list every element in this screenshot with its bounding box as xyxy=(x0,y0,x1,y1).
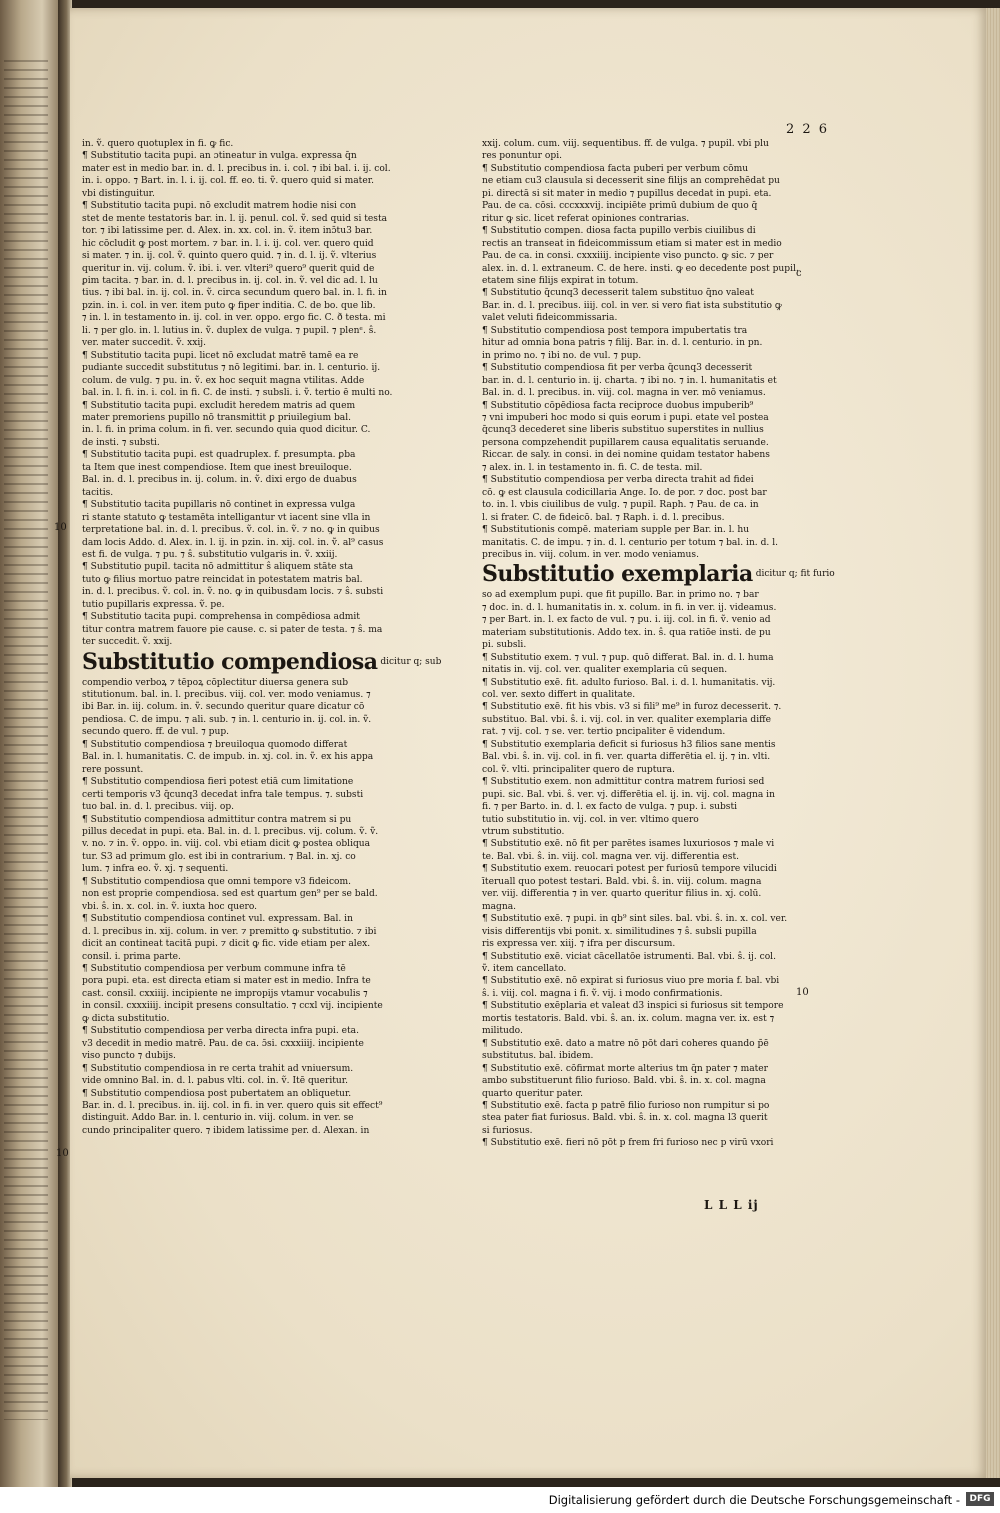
text-line: to. in. l. vbis ciuilibus de vulg. ⁊ pupil. Raph. ⁊ Pau. de ca. in xyxy=(482,500,759,511)
text-line: in. i. oppo. ⁊ Bart. in. l. i. ij. col. ff. eo. ti. ṽ. quero quid si mater. xyxy=(82,176,374,187)
section-heading-row xyxy=(82,648,442,677)
text-line: precibus in. viij. colum. in ver. modo veniamus. xyxy=(482,549,699,560)
text-line: ⁊ alex. in. l. in testamento in. fi. C. de testa. mil. xyxy=(482,462,703,473)
text-line: rat. ⁊ vij. col. ⁊ se. ver. tertio pncipaliter ē videndum. xyxy=(482,727,726,738)
text-line: colum. de vulg. ⁊ pu. in. ṽ. ex hoc sequit magna vtilitas. Adde xyxy=(82,375,365,386)
text-line: nitatis in. vij. col. ver. qualiter exemplaria cū sequen. xyxy=(482,665,728,676)
text-line: ¶ Substitutio exē. ⁊ pupi. in qb⁹ sint siles. bal. vbi. ŝ. in. x. col. ver. xyxy=(482,914,788,925)
text-line: ṽ. item cancellato. xyxy=(482,964,567,974)
text-line: certi temporis v3 q̄cunq3 decedat infra tale tempus. ⁊. substi xyxy=(82,789,364,800)
text-line: ¶ Substitutio exem. non admittitur contra matrem furiosi sed xyxy=(482,777,765,788)
text-line: ¶ Substitutio compendiosa post tempora impubertatis tra xyxy=(482,325,748,336)
text-line: ¶ Substitutio tacita pupi. excludit heredem matris ad quem xyxy=(82,400,356,411)
text-line: tacitis. xyxy=(82,487,114,498)
text-line: secundo quero. ff. de vul. ⁊ pup. xyxy=(82,727,230,738)
text-line: militudo. xyxy=(482,1026,523,1037)
text-line: ¶ Substitutio compendiosa per verba directa trahit ad fidei xyxy=(482,475,754,486)
text-line: de insti. ⁊ substi. xyxy=(82,437,160,448)
text-line: ¶ Substitutio exē. cōfirmat morte alterius tm q̄n pater ⁊ mater xyxy=(482,1063,768,1074)
text-line: non est proprie compendiosa. sed est quartum gen⁹ per se bald. xyxy=(82,889,378,900)
section-heading-row xyxy=(482,561,835,589)
text-line: cast. consil. cxxiiij. incipiente ne impropijs vtamur vocabulis ⁊ xyxy=(82,988,368,999)
text-line: pi. subsli. xyxy=(482,640,527,651)
dfg-logo-icon: DFG xyxy=(966,1492,994,1506)
text-line: stea pater fiat furiosus. Bald. vbi. ŝ. in. x. col. magna l3 querit xyxy=(482,1113,768,1124)
text-line: ¶ Substitutio exē. fieri nō pōt p frem fri furioso nec p virū vxori xyxy=(482,1138,774,1149)
left-page-edge xyxy=(0,0,60,1487)
text-line: distinguit. Addo Bar. in. l. centurio in. viij. colum. in ver. se xyxy=(82,1113,354,1124)
text-line: ¶ Substitutio exēplaria et valeat d3 inspici si furiosus sit tempore xyxy=(482,1001,784,1012)
text-line: queritur in. vij. colum. ṽ. ibi. i. ver. vlteri⁹ quero⁹ querit quid de xyxy=(82,263,375,274)
text-line: vtrum substitutio. xyxy=(482,827,565,838)
heading-note: dicitur q; sub xyxy=(380,656,442,667)
text-line: res ponuntur opi. xyxy=(482,151,562,162)
text-line: ¶ Substitutio compendiosa ⁊ breuiloqua quomodo differat xyxy=(82,739,348,750)
text-line: Bar. in. d. l. precibus. iiij. col. in ver. si vero fiat ista substitutio ꝙ xyxy=(482,300,782,311)
text-line: pendiosa. C. de impu. ⁊ ali. sub. ⁊ in. l. centurio in. ij. col. in. ṽ. xyxy=(82,714,372,725)
left-text-column xyxy=(82,138,442,1206)
text-line: Bar. in. d. l. precibus. in. iij. col. in fi. in ver. quero quis sit effect⁹ xyxy=(82,1100,383,1111)
margin-mark-c: c xyxy=(796,268,802,279)
text-line: persona compzehendit pupillarem causa equalitatis seruande. xyxy=(482,437,769,448)
text-line: q̄cunq3 decederet sine liberis substituo superstites in nullius xyxy=(482,425,764,436)
text-line: etatem sine filijs expirat in totum. xyxy=(482,275,639,286)
text-line: in consil. cxxxiiij. incipit presens consultatio. ⁊ ccxl vij. incipiente xyxy=(82,1001,383,1012)
text-line: compendio verboꝝ ⁊ tēpoꝝ cōplectitur diuersa genera sub xyxy=(82,677,349,688)
text-line: in. ṽ. quero quotuplex in fi. ꝙ fic. xyxy=(82,139,234,149)
text-line: in. l. fi. in prima colum. in fi. ver. secundo quia quod dicitur. C. xyxy=(82,425,371,436)
text-line: v. no. ⁊ in. ṽ. oppo. in. viij. col. vbi etiam dicit ꝙ postea obliqua xyxy=(82,839,371,850)
left-page-text-strip xyxy=(4,60,48,1420)
text-line: pi. directā si sit mater in medio ⁊ pupillus decedat in pupi. eta. xyxy=(482,188,772,199)
text-line: quarto queritur pater. xyxy=(482,1088,584,1099)
text-line: substituo. Bal. vbi. ŝ. i. vij. col. in ver. qualiter exemplaria diffe xyxy=(482,714,771,725)
text-line: Bal. vbi. ŝ. in. vij. col. in fi. ver. quarta differētia el. ij. ⁊ in. vlti. xyxy=(482,752,771,763)
text-line: cō. ꝙ est clausula codicillaria Ange. Io. de por. ⁊ doc. post bar xyxy=(482,487,767,498)
section-heading: Substitutio compendiosa xyxy=(82,648,378,675)
text-line: ¶ Substitutio exē. fit his vbis. v3 si fili⁹ me⁹ in furoz decesserit. ⁊. xyxy=(482,702,782,713)
text-line: ⁊ vni impuberi hoc modo si quis eorum i pupi. etate vel postea xyxy=(482,412,769,423)
text-line: ¶ Substitutio q̄cunq3 decesserit talem substituo q̄no valeat xyxy=(482,288,754,299)
text-line: ¶ Substitutio compendiosa facta puberi per verbum cōmu xyxy=(482,163,749,174)
text-line: ¶ Substitutio compendiosa per verba directa infra pupi. eta. xyxy=(82,1026,359,1037)
text-line: tutio substitutio in. vij. col. in ver. vltimo quero xyxy=(482,814,699,825)
text-line: materiam substitutionis. Addo tex. in. ŝ. qua ratiōe insti. de pu xyxy=(482,627,771,638)
text-line: ¶ Substitutio exemplaria deficit si furiosus h3 filios sane mentis xyxy=(482,739,776,750)
text-line: bar. in. d. l. centurio in. ij. charta. ⁊ ibi no. ⁊ in. l. humanitatis et xyxy=(482,375,777,386)
text-line: l. si frater. C. de fideicō. bal. ⁊ Raph. i. d. l. precibus. xyxy=(482,512,725,523)
text-line: pora pupi. eta. est directa etiam si mater est in medio. Infra te xyxy=(82,976,371,987)
text-line: pudiante succedit substitutus ⁊ nō legitimi. bar. in. l. centurio. ij. xyxy=(82,363,381,374)
text-line: ꝑim tacita. ⁊ bar. in. d. l. precibus in. ij. col. in. ṽ. vel dic ad. l. lu xyxy=(82,275,378,286)
text-line: stet de mente testatoris bar. in. l. ij. penul. col. ṽ. sed quid si testa xyxy=(82,213,388,224)
text-line: ¶ Substitutio tacita pupi. est quadruplex. f. presumpta. ꝑba xyxy=(82,450,356,461)
text-line: rere possunt. xyxy=(82,764,144,775)
text-line: titur contra matrem fauore pie cause. c. si pater de testa. ⁊ ŝ. ma xyxy=(82,624,383,635)
text-line: ambo substituerunt filio furioso. Bald. vbi. ŝ. in. x. col. magna xyxy=(482,1076,766,1087)
text-line: tius. ⁊ ibi bal. in. ij. col. in. ṽ. circa secundum quero bal. in. l. fi. in xyxy=(82,288,387,299)
text-line: vbi. ŝ. in. x. col. in. ṽ. iuxta hoc quero. xyxy=(82,901,258,912)
text-line: ⁊ per Bart. in. l. ex facto de vul. ⁊ pu. i. iij. col. in fi. ṽ. venio ad xyxy=(482,615,771,626)
text-line: lum. ⁊ infra eo. ṽ. xj. ⁊ sequenti. xyxy=(82,864,229,875)
text-line: Bal. in. d. l. precibus in. ij. colum. in. ṽ. dixi ergo de duabus xyxy=(82,475,357,486)
text-line: v3 decedit in medio matrē. Pau. de ca. ɔ̄si. cxxxiiij. incipiente xyxy=(82,1038,364,1049)
text-line: substitutus. bal. ibidem. xyxy=(482,1051,594,1062)
text-line: est fi. de vulga. ⁊ pu. ⁊ ŝ. substitutio vulgaris in. ṽ. xxiij. xyxy=(82,549,338,560)
text-line: Pau. de ca. cōsi. cccxxxvij. incipiēte primū dubium de quo q̄ xyxy=(482,201,758,212)
text-line: ter succedit. ṽ. xxij. xyxy=(82,637,173,648)
text-line: tor. ⁊ ibi latissime per. d. Alex. in. xx. col. in. ṽ. item inɔ̄tu3 bar. xyxy=(82,226,373,237)
text-line: cundo principaliter quero. ⁊ ibidem latissime per. d. Alexan. in xyxy=(82,1125,370,1136)
text-line: rectis an transeat in fideicommissum etiam si mater est in medio xyxy=(482,238,782,249)
text-line: ¶ Substitutio compendiosa in re certa trahit ad vniuersum. xyxy=(82,1063,354,1074)
text-line: si furiosus. xyxy=(482,1125,533,1136)
text-line: ⁊ in. l. in testamento in. ij. col. in ver. oppo. ergo fic. C. ð testa. mi xyxy=(82,313,386,324)
margin-mark-10: 10 xyxy=(56,1148,69,1159)
text-line: ¶ Substitutio tacita pupillaris nō continet in expressa vulga xyxy=(82,500,356,511)
text-line: ¶ Substitutio tacita pupi. comprehensa in compēdiosa admit xyxy=(82,612,360,623)
text-line: hitur ad omnia bona patris ⁊ filij. Bar. in. d. l. centurio. in pn. xyxy=(482,338,763,349)
text-line: mortis testatoris. Bald. vbi. ŝ. an. ix. colum. magna ver. ix. est ⁊ xyxy=(482,1013,775,1024)
text-line: ¶ Substitutio exem. reuocari potest per furiosū tempore vilucidi xyxy=(482,864,777,875)
text-line: īteruall quo potest testari. Bald. vbi. ŝ. in. viij. colum. magna xyxy=(482,876,762,887)
heading-note: dicitur q; fit furio xyxy=(755,569,835,580)
text-line: d. l. precibus in. xij. colum. in ver. ⁊ premitto ꝙ substitutio. ⁊ ibi xyxy=(82,926,377,937)
text-line: fi. ⁊ per Barto. in. d. l. ex facto de vulga. ⁊ pup. i. substi xyxy=(482,802,738,813)
footer-bar xyxy=(0,1487,1000,1513)
text-line: ¶ Substitutio compen. diosa facta pupillo verbis ciuilibus di xyxy=(482,226,756,237)
folio-number: 2 2 6 xyxy=(786,122,830,137)
text-line: ¶ Substitutio cōpēdiosa facta reciproce duobus impuberib⁹ xyxy=(482,400,754,411)
text-line: ibi Bar. in. iij. colum. in. ṽ. secundo queritur quare dicatur cō xyxy=(82,702,365,713)
text-line: ŝ. i. viij. col. magna i fi. ṽ. vij. i modo confirmationis. xyxy=(482,988,723,999)
text-line: vide omnino Bal. in. d. l. pabus vlti. col. in. ṽ. Itē queritur. xyxy=(82,1076,349,1087)
text-line: pzin. in. i. col. in ver. item puto ꝙ fiper inditia. C. de bo. que lib. xyxy=(82,300,376,311)
margin-mark-10: 10 xyxy=(796,987,809,998)
text-line: ¶ Substitutio exē. viciat cācellatōe istrumenti. Bal. vbi. ŝ. ij. col. xyxy=(482,951,776,962)
text-line: in primo no. ⁊ ibi no. de vul. ⁊ pup. xyxy=(482,350,642,361)
text-line: alex. in. d. l. extraneum. C. de here. insti. ꝙ eo decedente post pupil. xyxy=(482,263,799,274)
text-line: ¶ Substitutio compendiosa admittitur contra matrem si pu xyxy=(82,814,352,825)
text-line: tutio pupillaris expressa. ṽ. pe. xyxy=(82,599,225,610)
text-line: ¶ Substitutio tacita pupi. nō excludit matrem hodie nisi con xyxy=(82,201,357,212)
text-line: consil. i. prima parte. xyxy=(82,951,181,962)
text-line: ¶ Substitutio exē. dato a matre nō pōt dari coheres quando p̄ē xyxy=(482,1038,769,1049)
text-line: in. d. l. precibus. ṽ. col. in. ṽ. no. ꝙ in quibusdam locis. ⁊ ŝ. substi xyxy=(82,587,384,598)
text-line: Pau. de ca. in consi. cxxxiiij. incipiente viso puncto. ꝙ sic. ⁊ per xyxy=(482,251,774,262)
text-line: ris expressa ver. xiij. ⁊ ifra per discursum. xyxy=(482,939,676,950)
text-line: tur. S3 ad primum glo. est ibi in contrarium. ⁊ Bal. in. xj. co xyxy=(82,851,356,862)
text-line: terpretatione bal. in. d. l. precibus. ṽ. col. in. ṽ. ⁊ no. ꝙ in quibus xyxy=(82,525,380,536)
text-line: vbi distinguitur. xyxy=(82,188,155,199)
text-line: ¶ Substitutio compendiosa post pubertatem an obliquetur. xyxy=(82,1088,352,1099)
section-heading: Substitutio exemplaria xyxy=(482,561,753,588)
text-line: col. ṽ. vlti. principaliter quero de ruptura. xyxy=(482,764,675,775)
text-line: Bal. in. l. humanitatis. C. de impub. in. xj. col. in. ṽ. ex his appa xyxy=(82,752,374,763)
text-line: ver. viij. differentia ⁊ in ver. quarto queritur filius in. xj. colū. xyxy=(482,889,762,900)
text-line: mater est in medio bar. in. d. l. precibus in. i. col. ⁊ ibi bal. i. ij. col. xyxy=(82,163,391,174)
text-line: li. ⁊ per glo. in. l. lutius in. ṽ. duplex de vulga. ⁊ pupil. ⁊ plenᵉ. ŝ. xyxy=(82,325,377,336)
text-line: pillus decedat in pupi. eta. Bal. in. d. l. precibus. vij. colum. ṽ. ṽ. xyxy=(82,827,379,838)
text-line: col. ver. sexto differt in qualitate. xyxy=(482,690,636,701)
text-line: mater premoriens pupillo nō transmittit ꝑ priuilegium bal. xyxy=(82,412,352,423)
text-line: magna. xyxy=(482,901,517,912)
text-line: ¶ Substitutio exem. ⁊ vul. ⁊ pup. quō differat. Bal. in. d. l. huma xyxy=(482,652,774,663)
text-line: stitutionum. bal. in. l. precibus. viij. col. ver. modo veniamus. ⁊ xyxy=(82,690,371,701)
text-line: manitatis. C. de impu. ⁊ in. d. l. centurio per totum ⁊ bal. in. d. l. xyxy=(482,537,778,548)
text-line: viso puncto ⁊ dubijs. xyxy=(82,1051,176,1062)
text-line: ⁊ doc. in. d. l. humanitatis in. x. colum. in fi. in ver. ij. videamus. xyxy=(482,602,777,613)
text-line: ¶ Substitutio pupil. tacita nō admittitur ŝ aliquem stāte sta xyxy=(82,562,354,573)
text-line: ta Item que inest compendiose. Item que inest breuiloque. xyxy=(82,462,352,473)
page-edges xyxy=(986,8,1000,1478)
text-line: Riccar. de saly. in consi. in dei nomine quidam testator habens xyxy=(482,450,770,461)
text-line: ¶ Substitutionis compē. materiam supple per Bar. in. l. hu xyxy=(482,525,750,536)
text-line: valet veluti fideicommissaria. xyxy=(482,313,618,324)
margin-mark-10: 10 xyxy=(54,522,67,533)
text-line: xxij. colum. cum. viij. sequentibus. ff. de vulga. ⁊ pupil. vbi plu xyxy=(482,139,769,149)
text-line: ¶ Substitutio tacita pupi. an ɔtineatur in vulga. expressa q̄n xyxy=(82,151,357,162)
text-line: so ad exemplum pupi. que fit pupillo. Bar. in primo no. ⁊ bar xyxy=(482,590,759,601)
text-line: hic cōcludit ꝙ post mortem. ⁊ bar. in. l. i. ij. col. ver. quero quid xyxy=(82,238,374,249)
signature-mark: L L L ij xyxy=(704,1198,759,1212)
text-line: bal. in. l. fi. in. i. col. in fi. C. de insti. ⁊ subsli. i. ṽ. tertio ē multi no. xyxy=(82,388,393,399)
text-line: tuto ꝙ filius mortuo patre reincidat in potestatem matris bal. xyxy=(82,574,363,585)
text-line: ne etiam cu3 clausula si decesserit sine filijs an comprehēdat pu xyxy=(482,176,780,187)
text-line: pupi. sic. Bal. vbi. ŝ. ver. vj. differētia el. ij. in. vij. col. magna in xyxy=(482,789,775,800)
text-line: ¶ Substitutio compendiosa continet vul. expressam. Bal. in xyxy=(82,914,353,925)
text-line: te. Bal. vbi. ŝ. in. viij. col. magna ver. vij. differentia est. xyxy=(482,851,740,862)
text-line: ver. mater succedit. ṽ. xxij. xyxy=(82,338,207,349)
text-line: dicit an contineat tacitā pupi. ⁊ dicit ꝙ fic. vide etiam per alex. xyxy=(82,939,371,950)
text-line: ¶ Substitutio compendiosa fieri potest etiā cum limitatione xyxy=(82,777,354,788)
text-line: ¶ Substitutio compendiosa per verbum commune infra tē xyxy=(82,964,346,974)
text-line: ¶ Substitutio exē. nō fit per parētes isames luxuriosos ⁊ male vi xyxy=(482,839,775,850)
text-line: si mater. ⁊ in. ij. col. ṽ. quinto quero quid. ⁊ in. d. l. ij. ṽ. vlterius xyxy=(82,251,377,262)
text-line: ¶ Substitutio compendiosa que omni tempore v3 fideicom. xyxy=(82,876,352,887)
text-line: ri stante statuto ꝙ testamēta intelligantur vt iacent sine vlla in xyxy=(82,512,371,523)
text-line: ꝙ dicta substitutio. xyxy=(82,1013,170,1024)
text-line: ¶ Substitutio exē. nō expirat si furiosus viuo pre moria f. bal. vbi xyxy=(482,976,780,987)
text-line: ¶ Substitutio compendiosa fit per verba q̄cunq3 decesserit xyxy=(482,363,753,374)
footer-credit: Digitalisierung gefördert durch die Deutsche Forschungsgemeinschaft - xyxy=(548,1493,960,1507)
text-line: ¶ Substitutio exē. facta p patrē filio furioso non rumpitur si po xyxy=(482,1100,770,1111)
text-line: ritur ꝙ sic. licet referat opiniones contrarias. xyxy=(482,213,690,224)
text-line: ¶ Substitutio exē. fit. adulto furioso. Bal. i. d. l. humanitatis. vij. xyxy=(482,677,776,688)
text-line: tuo bal. in. d. l. precibus. viij. op. xyxy=(82,802,235,813)
text-line: Bal. in. d. l. precibus. in. viij. col. magna in ver. mō veniamus. xyxy=(482,388,766,399)
text-line: ¶ Substitutio tacita pupi. licet nō excludat matrē tamē ea re xyxy=(82,350,359,361)
text-line: visis differentijs vbi ponit. x. similitudines ⁊ ŝ. subsli pupilla xyxy=(482,926,757,937)
text-line: dam locis Addo. d. Alex. in. l. ij. in pzin. in. xij. col. in. ṽ. al⁹ casus xyxy=(82,537,384,548)
